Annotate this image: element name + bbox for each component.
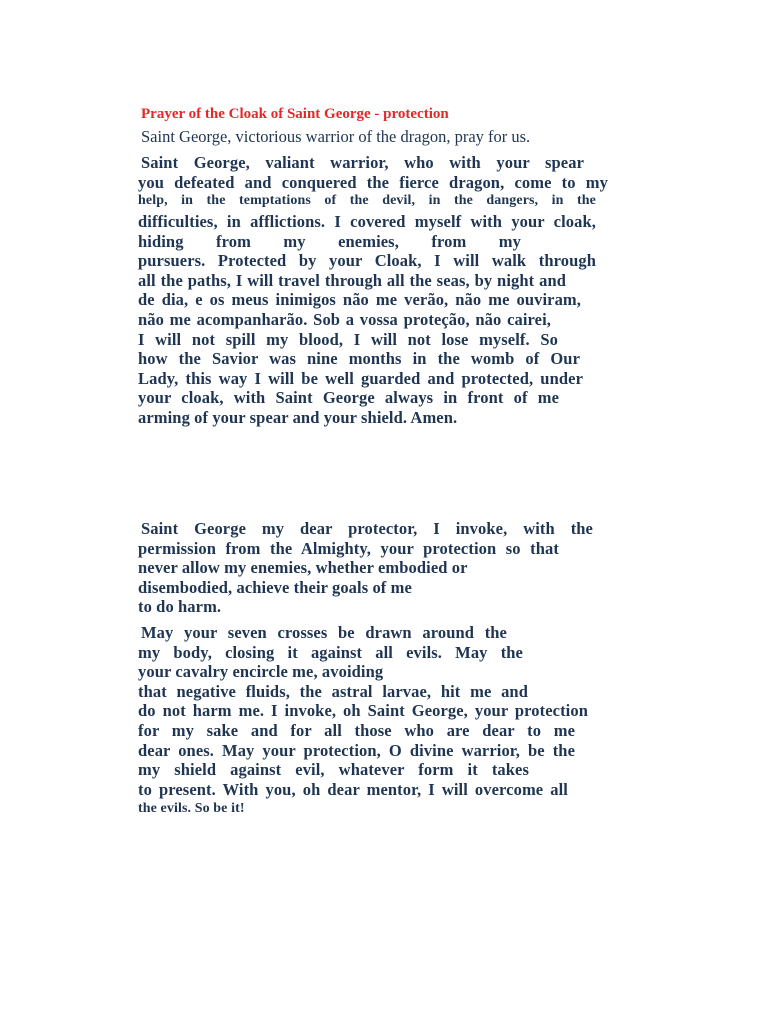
paragraph-1-line: you defeated and conquered the fierce dragon, come to my	[138, 173, 608, 192]
paragraph-1-line: help, in the temptations of the devil, in the dangers, in the	[138, 193, 596, 208]
paragraph-3-line: my body, closing it against all evils. May the	[138, 643, 523, 662]
paragraph-2-line: disembodied, achieve their goals of me	[138, 578, 412, 597]
paragraph-3-line: that negative fluids, the astral larvae, hit me and	[138, 682, 528, 701]
paragraph-1-line: your cloak, with Saint George always in front of me	[138, 388, 559, 407]
paragraph-2-line: never allow my enemies, whether embodied or	[138, 558, 468, 577]
paragraph-3-line: dear ones. May your protection, O divine warrior, be the	[138, 741, 575, 760]
paragraph-3-line: the evils. So be it!	[138, 801, 245, 816]
paragraph-3-line: your cavalry encircle me, avoiding	[138, 662, 384, 681]
paragraph-1-line: arming of your spear and your shield. Amen.	[138, 408, 458, 427]
paragraph-2-line: to do harm.	[138, 597, 222, 616]
paragraph-1-line: hiding from my enemies, from my	[138, 232, 521, 251]
paragraph-1-line: how the Savior was nine months in the womb of Our	[138, 349, 580, 368]
paragraph-3-line: May your seven crosses be drawn around the	[141, 623, 507, 642]
paragraph-1-line: all the paths, I will travel through all the seas, by night and	[138, 271, 566, 290]
paragraph-1-line: não me acompanharão. Sob a vossa proteção, não cairei,	[138, 310, 551, 329]
paragraph-3-line: to present. With you, oh dear mentor, I will overcome all	[138, 780, 568, 799]
paragraph-3-line: do not harm me. I invoke, oh Saint George, your protection	[138, 701, 588, 720]
paragraph-3-line: for my sake and for all those who are dear to me	[138, 721, 575, 740]
paragraph-2-line: permission from the Almighty, your protection so that	[138, 539, 559, 558]
paragraph-1-line: Saint George, valiant warrior, who with your spear	[141, 153, 584, 172]
document-title: Prayer of the Cloak of Saint George - protection	[141, 106, 449, 122]
paragraph-1-line: pursuers. Protected by your Cloak, I will walk through	[138, 251, 596, 270]
paragraph-1-line: Lady, this way I will be well guarded and protected, under	[138, 369, 583, 388]
paragraph-3-line: my shield against evil, whatever form it takes	[138, 760, 529, 779]
paragraph-2-line: Saint George my dear protector, I invoke, with the	[141, 519, 593, 538]
document-subtitle: Saint George, victorious warrior of the dragon, pray for us.	[141, 127, 531, 146]
paragraph-1-line: de dia, e os meus inimigos não me verão, não me ouviram,	[138, 290, 581, 309]
paragraph-1-line: I will not spill my blood, I will not lose myself. So	[138, 330, 558, 349]
paragraph-1-line: difficulties, in afflictions. I covered myself with your cloak,	[138, 212, 596, 231]
